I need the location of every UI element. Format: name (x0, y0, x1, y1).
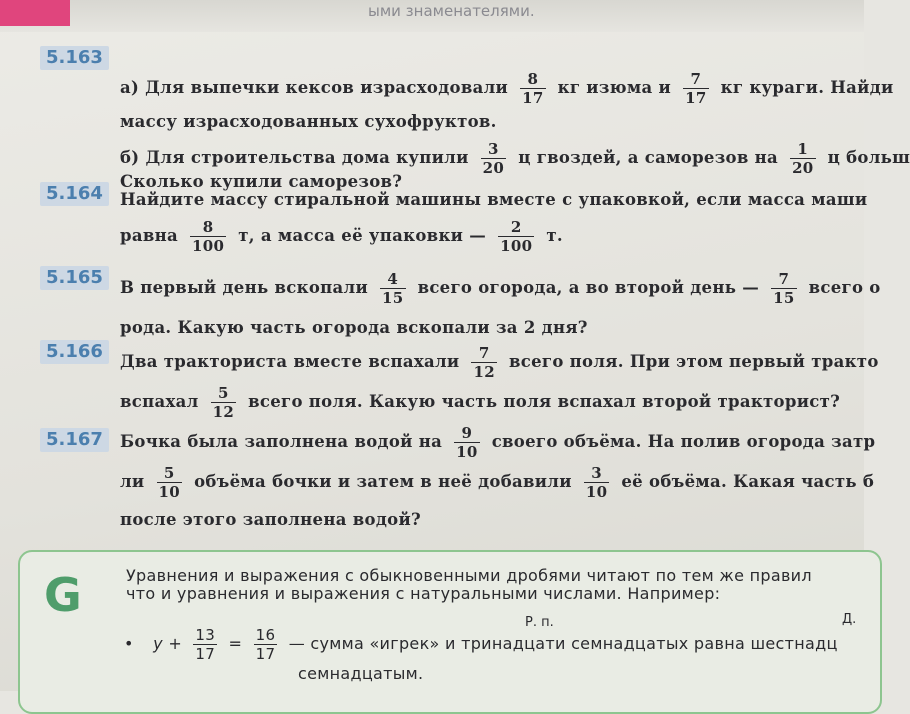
problem-5-167-line2 (120, 464, 874, 501)
corner-decoration (0, 0, 70, 26)
problem-5-163-a-line1 (120, 70, 894, 107)
problem-number-5-163: 5.163 (40, 46, 109, 70)
rule-example-line2: семнадцатым. (298, 664, 424, 683)
numerator: 5 (157, 464, 182, 483)
fraction (683, 70, 708, 107)
text: равна (120, 226, 178, 245)
header-fragment: ыми знаменателями. (368, 2, 535, 20)
fraction (790, 140, 815, 177)
text: вспахал (120, 392, 199, 411)
denominator: 17 (195, 645, 216, 663)
denominator: 15 (773, 289, 795, 307)
fraction (211, 384, 236, 421)
problem-5-167-line3: после этого заполнена водой? (120, 510, 421, 529)
text: своего объёма. На полив огорода затр (491, 432, 876, 451)
problem-5-166-line2 (120, 384, 840, 421)
rule-line2: что и уравнения и выражения с натуральными числами. Например: (126, 584, 721, 603)
problem-5-165-line1 (120, 270, 881, 307)
text: всего о (808, 278, 881, 297)
fraction (584, 464, 609, 501)
fraction (193, 626, 217, 663)
label-d: Д. (842, 612, 857, 627)
denominator: 12 (212, 403, 235, 421)
numerator: 13 (195, 626, 216, 644)
denominator: 12 (473, 363, 495, 381)
expr-plus: + (168, 634, 183, 653)
problem-number-5-165: 5.165 (40, 266, 109, 290)
text: В первый день вскопали (120, 278, 368, 297)
text: б) Для строительства дома купили (120, 148, 469, 167)
problem-number-5-164: 5.164 (40, 182, 109, 206)
problem-5-164-line2 (120, 218, 563, 255)
denominator: 10 (585, 483, 608, 501)
text: её объёма. Какая часть б (621, 472, 875, 491)
rule-example (124, 626, 838, 663)
fraction (254, 626, 278, 663)
text: объёма бочки и затем в неё добавили (194, 472, 572, 491)
label-rp: Р. п. (525, 615, 554, 630)
numerator: 16 (255, 626, 276, 644)
problem-5-165-line2: рода. Какую часть огорода вскопали за 2 дня? (120, 318, 588, 337)
text: кг кураги. Найди (720, 78, 894, 97)
text: всего поля. Какую часть поля вспахал второй тракторист? (248, 392, 841, 411)
text: т. (546, 226, 563, 245)
numerator: 9 (454, 424, 479, 443)
expr-variable: y (153, 634, 163, 653)
fraction (454, 424, 479, 461)
denominator: 20 (792, 159, 814, 177)
fraction (481, 140, 506, 177)
denominator: 15 (382, 289, 404, 307)
numerator: 8 (190, 218, 226, 237)
problem-5-166-line1 (120, 344, 879, 381)
text: всего поля. При этом первый тракто (509, 352, 879, 371)
denominator: 10 (456, 443, 478, 461)
text: всего огорода, а во второй день — (417, 278, 760, 297)
text: т, а масса её упаковки — (238, 226, 487, 245)
denominator: 10 (158, 483, 181, 501)
example-text: — сумма «игрек» и тринадцати семнадцатых равна шестнадц (288, 634, 838, 653)
denominator: 20 (482, 159, 505, 177)
text: ц больш (827, 148, 910, 167)
fraction (380, 270, 405, 307)
problem-5-167-line1 (120, 424, 875, 461)
problem-number-5-167: 5.167 (40, 428, 109, 452)
text: ц гвоздей, а саморезов на (518, 148, 779, 167)
numerator: 3 (584, 464, 609, 483)
bullet: • (124, 634, 134, 653)
numerator: 7 (471, 344, 496, 363)
fraction (520, 70, 545, 107)
problem-5-164-line1: Найдите массу стиральной машины вместе с упаковкой, если масса маши (120, 190, 868, 209)
denominator: 17 (255, 645, 276, 663)
fraction (471, 344, 496, 381)
fraction (190, 218, 226, 255)
fraction (771, 270, 796, 307)
rule-logo-icon: G (44, 568, 82, 622)
rule-line1: Уравнения и выражения с обыкновенными дробями читают по тем же правил (126, 566, 812, 585)
numerator: 5 (211, 384, 236, 403)
problem-number-5-166: 5.166 (40, 340, 109, 364)
fraction (157, 464, 182, 501)
denominator: 100 (192, 237, 225, 255)
text: а) Для выпечки кексов израсходовали (120, 78, 509, 97)
numerator: 4 (380, 270, 405, 289)
numerator: 8 (520, 70, 545, 89)
denominator: 100 (500, 237, 533, 255)
denominator: 17 (522, 89, 544, 107)
fraction (498, 218, 534, 255)
numerator: 7 (683, 70, 708, 89)
text: ли (120, 472, 145, 491)
numerator: 7 (771, 270, 796, 289)
numerator: 1 (790, 140, 815, 159)
text: кг изюма и (557, 78, 672, 97)
text: Два тракториста вместе вспахали (120, 352, 460, 371)
numerator: 2 (498, 218, 534, 237)
expr-equals: = (228, 634, 243, 653)
problem-5-163-a-line2: массу израсходованных сухофруктов. (120, 112, 497, 131)
text: Бочка была заполнена водой на (120, 432, 443, 451)
denominator: 17 (685, 89, 707, 107)
numerator: 3 (481, 140, 506, 159)
problem-5-163-b-line2: Сколько купили саморезов? (120, 172, 403, 191)
